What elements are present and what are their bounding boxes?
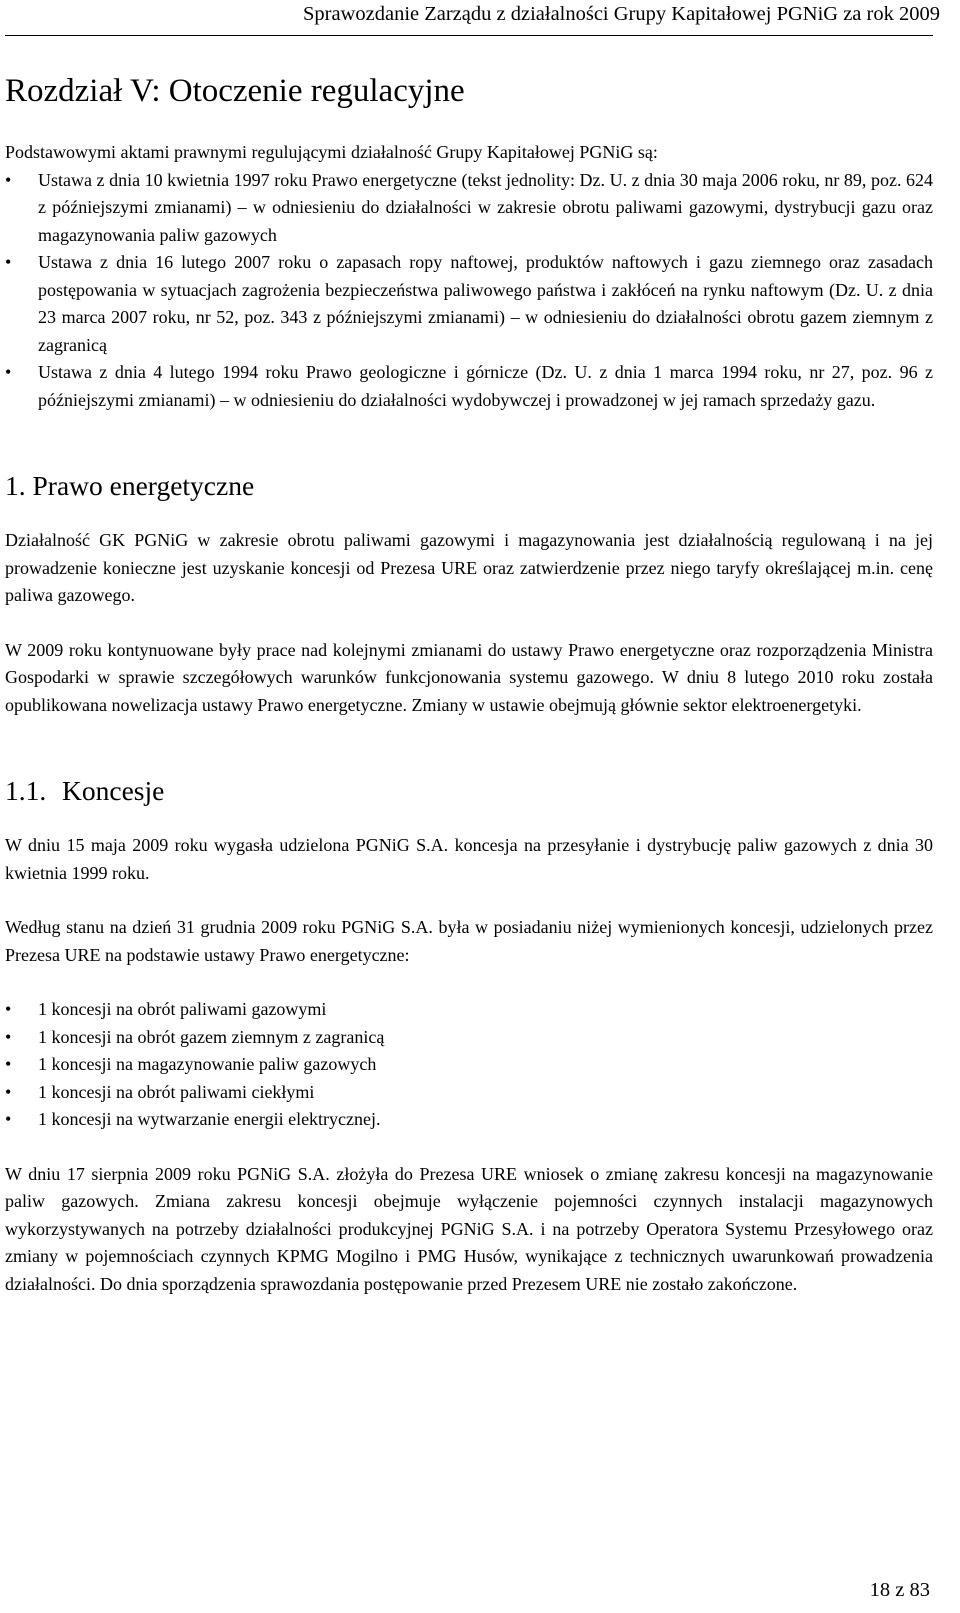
list-item-text: 1 koncesji na obrót gazem ziemnym z zagranicą <box>38 1026 385 1047</box>
bullet-icon: • <box>5 1109 12 1129</box>
bullet-icon: • <box>5 1081 12 1102</box>
bullet-icon: • <box>5 169 12 190</box>
subsection-heading <box>5 774 933 808</box>
list-item <box>5 1024 933 1052</box>
list-item <box>5 1106 933 1134</box>
paragraph: Działalność GK PGNiG w zakresie obrotu paliwami gazowymi i magazynowania jest działalnością regulowaną i na jej prowadzenie konieczne jest uzyskanie koncesji od Prezesa URE oraz zatwierdzenie przez niego taryfy określającej m.in. cenę paliwa gazowego. <box>5 530 933 605</box>
list-item <box>5 249 933 359</box>
list-item <box>5 1051 933 1079</box>
list-item-text: 1 koncesji na obrót paliwami gazowymi <box>38 999 327 1019</box>
intro-paragraph: Podstawowymi aktami prawnymi regulującymi działalność Grupy Kapitałowej PGNiG są: <box>5 142 658 162</box>
legal-acts-list <box>5 167 933 415</box>
list-item-text: 1 koncesji na magazynowanie paliw gazowych <box>38 1054 377 1074</box>
bullet-icon: • <box>5 1054 12 1074</box>
paragraph: Według stanu na dzień 31 grudnia 2009 roku PGNiG S.A. była w posiadaniu niżej wymienionych koncesji, udzielonych przez Prezesa URE na podstawie ustawy Prawo energetyczne: <box>5 917 933 965</box>
list-item <box>5 996 933 1024</box>
list-item <box>5 167 933 250</box>
bullet-icon: • <box>5 252 12 272</box>
running-header: Sprawozdanie Zarządu z działalności Grupy Kapitałowej PGNiG za rok 2009 <box>302 3 940 25</box>
paragraph: W dniu 15 maja 2009 roku wygasła udzielona PGNiG S.A. koncesja na przesyłanie i dystrybucję paliw gazowych z dnia 30 kwietnia 1999 roku. <box>5 835 933 883</box>
section-heading: 1. Prawo energetyczne <box>5 470 255 501</box>
document-body <box>5 71 933 1298</box>
list-item-text: 1 koncesji na wytwarzanie energii elektrycznej. <box>38 1109 381 1129</box>
list-item-text: Ustawa z dnia 10 kwietnia 1997 roku Prawo energetyczne (tekst jednolity: Dz. U. z dnia 30 maja 2006 roku, nr 89, poz. 624 z późniejszymi zmianami) – w odniesieniu do działalności w zakresie obrotu paliwami gazowymi, dystrybucji gazu oraz magazynowania paliw gazowych <box>38 169 933 245</box>
subsection-number: 1.1. <box>5 775 47 806</box>
paragraph: W dniu 17 sierpnia 2009 roku PGNiG S.A. złożyła do Prezesa URE wniosek o zmianę zakresu koncesji na magazynowanie paliw gazowych. Zmiana zakresu koncesji obejmuje wyłączenie pojemności czynnych instalacji magazynowych wykorzystywanych na potrzeby działalności produkcyjnej PGNiG S.A. i na potrzeby Operatora Systemu Przesyłowego oraz zmiany w pojemnościach czynnych KPMG Mogilno i PMG Husów, wynikające z technicznych uwarunkowań prowadzenia działalności. Do dnia sporządzenia sprawozdania postępowanie przed Prezesem URE nie zostało zakończone. <box>5 1163 933 1294</box>
licences-list <box>5 996 933 1134</box>
list-item-text: Ustawa z dnia 4 lutego 1994 roku Prawo geologiczne i górnicze (Dz. U. z dnia 1 marca 1994 roku, nr 27, poz. 96 z późniejszymi zmianami) – w odniesieniu do działalności wydobywczej i prowadzonej w jej ramach sprzedaży gazu. <box>38 362 933 410</box>
bullet-icon: • <box>5 362 12 382</box>
page-number: 18 z 83 <box>869 1579 930 1601</box>
bullet-icon: • <box>5 999 12 1019</box>
paragraph: W 2009 roku kontynuowane były prace nad kolejnymi zmianami do ustawy Prawo energetyczne oraz rozporządzenia Ministra Gospodarki w sprawie szczegółowych warunków funkcjonowania systemu gazowego. W dniu 8 lutego 2010 roku została opublikowana nowelizacja ustawy Prawo energetyczne. Zmiany w ustawie obejmują głównie sektor elektroenergetyki. <box>5 639 933 715</box>
list-item <box>5 1079 933 1107</box>
list-item <box>5 359 933 414</box>
subsection-title: Koncesje <box>62 775 165 806</box>
list-item-text: Ustawa z dnia 16 lutego 2007 roku o zapasach ropy naftowej, produktów naftowych i gazu ziemnego oraz zasadach postępowania w sytuacjach zagrożenia bezpieczeństwa paliwowego państwa i zakłóceń na rynku naftowym (Dz. U. z dnia 23 marca 2007 roku, nr 52, poz. 343 z późniejszymi zmianami) – w odniesieniu do działalności obrotu gazem ziemnym z zagranicą <box>38 252 933 355</box>
header-rule <box>5 35 933 36</box>
chapter-title: Rozdział V: Otoczenie regulacyjne <box>5 73 465 109</box>
bullet-icon: • <box>5 1026 12 1047</box>
list-item-text: 1 koncesji na obrót paliwami ciekłymi <box>38 1081 315 1102</box>
